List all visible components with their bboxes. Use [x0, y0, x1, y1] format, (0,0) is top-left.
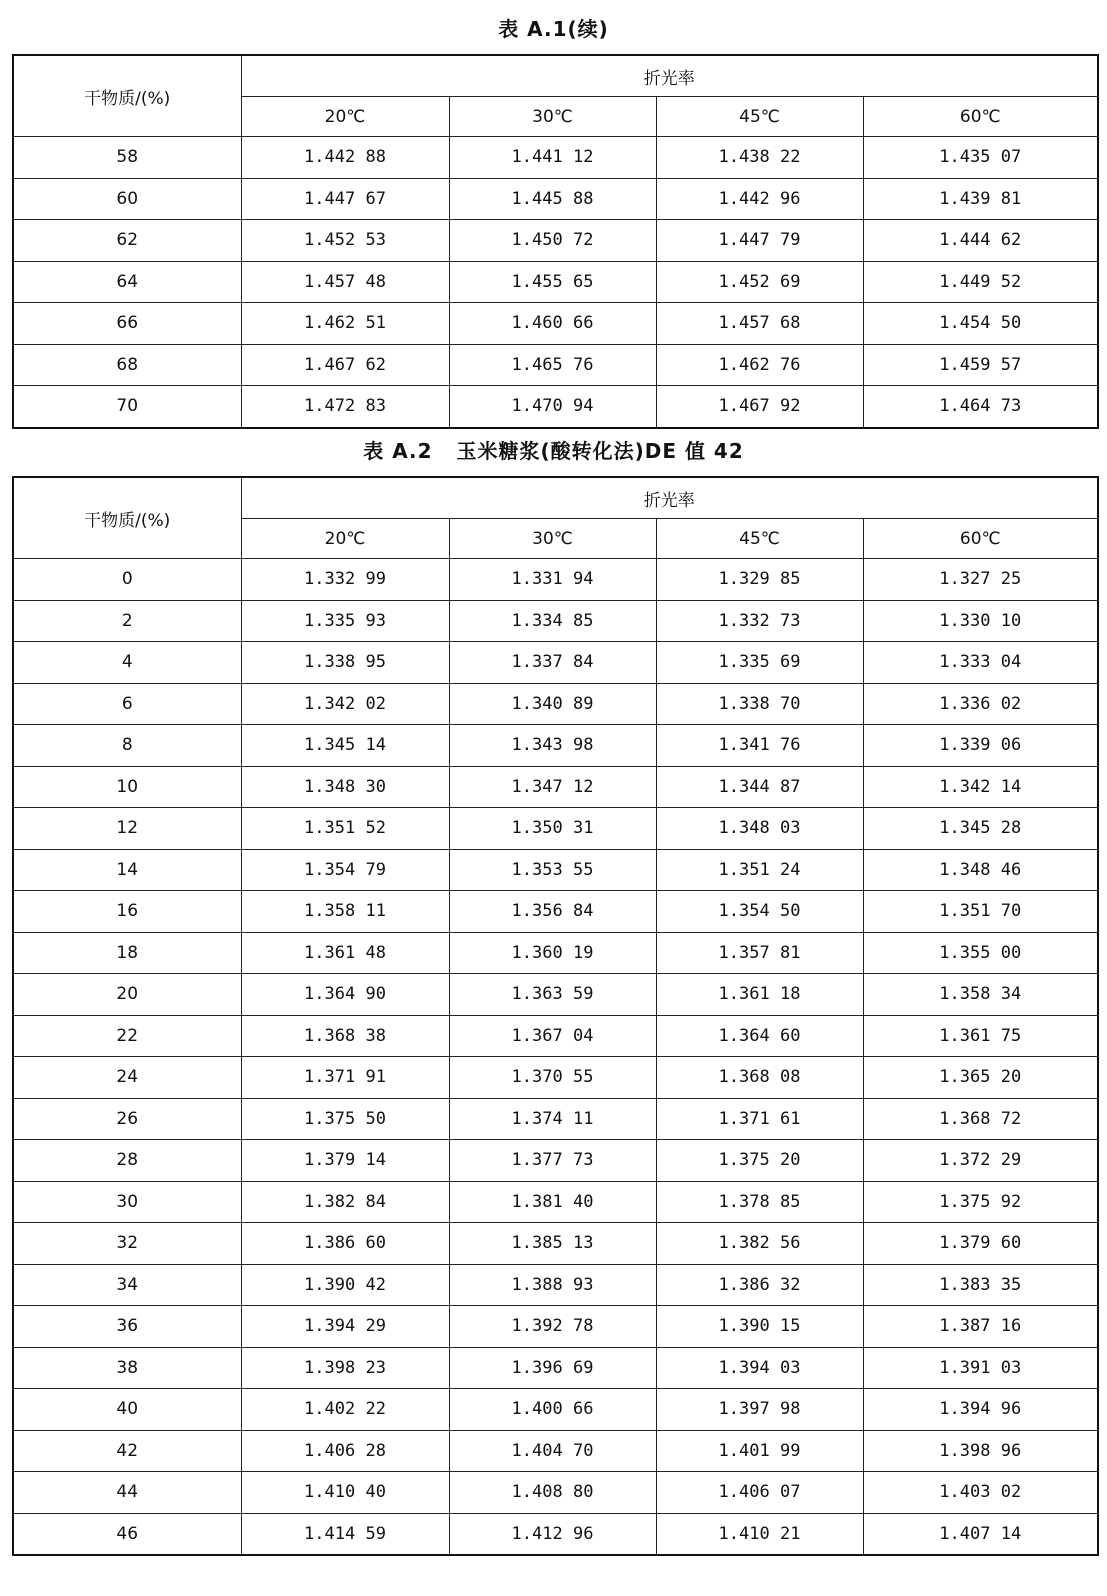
table-row — [13, 725, 1098, 767]
refractive-index-cell: 1.355 00 — [863, 932, 1098, 974]
dry-matter-cell: 66 — [13, 303, 241, 345]
refractive-index-cell: 1.353 55 — [449, 849, 656, 891]
refractive-index-cell: 1.410 21 — [656, 1513, 863, 1555]
refractive-index-cell: 1.394 96 — [863, 1389, 1098, 1431]
refractive-index-cell: 1.351 24 — [656, 849, 863, 891]
refractive-index-cell: 1.375 20 — [656, 1140, 863, 1182]
refractive-index-cell: 1.334 85 — [449, 600, 656, 642]
dry-matter-cell: 46 — [13, 1513, 241, 1555]
table-row — [13, 642, 1098, 684]
refractive-index-cell: 1.386 32 — [656, 1264, 863, 1306]
dry-matter-cell: 34 — [13, 1264, 241, 1306]
refractive-index-cell: 1.410 40 — [241, 1472, 449, 1514]
refractive-index-cell: 1.406 28 — [241, 1430, 449, 1472]
dry-matter-cell: 26 — [13, 1098, 241, 1140]
table-row — [13, 1015, 1098, 1057]
temp-header-45: 45℃ — [656, 519, 863, 559]
refractive-index-cell: 1.442 88 — [241, 137, 449, 179]
dry-matter-cell: 62 — [13, 220, 241, 262]
refractive-index-cell: 1.381 40 — [449, 1181, 656, 1223]
refractive-index-cell: 1.414 59 — [241, 1513, 449, 1555]
refractive-index-cell: 1.341 76 — [656, 725, 863, 767]
refractive-index-cell: 1.439 81 — [863, 178, 1098, 220]
refractive-index-cell: 1.397 98 — [656, 1389, 863, 1431]
refractive-index-cell: 1.345 28 — [863, 808, 1098, 850]
refractive-index-cell: 1.375 50 — [241, 1098, 449, 1140]
refractive-index-cell: 1.472 83 — [241, 386, 449, 428]
refractive-index-cell: 1.462 76 — [656, 344, 863, 386]
refractive-index-cell: 1.370 55 — [449, 1057, 656, 1099]
refractive-index-cell: 1.364 60 — [656, 1015, 863, 1057]
refractive-index-cell: 1.332 73 — [656, 600, 863, 642]
refractive-index-cell: 1.383 35 — [863, 1264, 1098, 1306]
refractive-index-cell: 1.379 60 — [863, 1223, 1098, 1265]
refractive-index-cell: 1.392 78 — [449, 1306, 656, 1348]
table-a1-caption: 表 A.1(续) — [498, 17, 609, 41]
refractive-index-cell: 1.364 90 — [241, 974, 449, 1016]
table-row — [13, 1140, 1098, 1182]
refractive-index-cell: 1.460 66 — [449, 303, 656, 345]
dry-matter-cell: 10 — [13, 766, 241, 808]
refractive-index-cell: 1.462 51 — [241, 303, 449, 345]
refractive-index-cell: 1.387 16 — [863, 1306, 1098, 1348]
refractive-index-cell: 1.363 59 — [449, 974, 656, 1016]
table-a2-header — [13, 477, 1098, 559]
table-row — [13, 1347, 1098, 1389]
table-row — [13, 1057, 1098, 1099]
refractive-index-cell: 1.467 92 — [656, 386, 863, 428]
refractive-index-cell: 1.382 84 — [241, 1181, 449, 1223]
refractive-index-cell: 1.358 34 — [863, 974, 1098, 1016]
table-row — [13, 932, 1098, 974]
refractive-index-cell: 1.327 25 — [863, 559, 1098, 601]
refractive-index-cell: 1.351 52 — [241, 808, 449, 850]
temp-header-45: 45℃ — [656, 97, 863, 137]
table-row — [13, 1513, 1098, 1555]
refractive-index-cell: 1.403 02 — [863, 1472, 1098, 1514]
temp-header-20: 20℃ — [241, 519, 449, 559]
refractive-index-cell: 1.398 96 — [863, 1430, 1098, 1472]
refractive-index-cell: 1.350 31 — [449, 808, 656, 850]
table-row — [13, 178, 1098, 220]
table-row — [13, 1223, 1098, 1265]
refractive-index-cell: 1.450 72 — [449, 220, 656, 262]
refractive-index-cell: 1.348 46 — [863, 849, 1098, 891]
refractive-index-cell: 1.340 89 — [449, 683, 656, 725]
table-row — [13, 559, 1098, 601]
refractive-index-cell: 1.438 22 — [656, 137, 863, 179]
refractive-index-cell: 1.400 66 — [449, 1389, 656, 1431]
row-label-header: 干物质/(%) — [13, 55, 241, 137]
table-a1-body — [13, 137, 1098, 428]
refractive-index-cell: 1.371 61 — [656, 1098, 863, 1140]
dry-matter-cell: 30 — [13, 1181, 241, 1223]
refractive-index-cell: 1.345 14 — [241, 725, 449, 767]
refractive-index-cell: 1.336 02 — [863, 683, 1098, 725]
refractive-index-cell: 1.452 53 — [241, 220, 449, 262]
refractive-index-cell: 1.452 69 — [656, 261, 863, 303]
refractive-index-cell: 1.406 07 — [656, 1472, 863, 1514]
table-row — [13, 303, 1098, 345]
dry-matter-cell: 8 — [13, 725, 241, 767]
table-a2 — [12, 476, 1099, 1556]
refractive-index-cell: 1.347 12 — [449, 766, 656, 808]
refractive-index-cell: 1.335 69 — [656, 642, 863, 684]
refractive-index-cell: 1.402 22 — [241, 1389, 449, 1431]
refractive-index-cell: 1.408 80 — [449, 1472, 656, 1514]
refractive-index-cell: 1.348 30 — [241, 766, 449, 808]
refractive-index-cell: 1.404 70 — [449, 1430, 656, 1472]
refractive-index-cell: 1.412 96 — [449, 1513, 656, 1555]
refractive-index-cell: 1.379 14 — [241, 1140, 449, 1182]
row-label-header: 干物质/(%) — [13, 477, 241, 559]
refractive-index-cell: 1.368 08 — [656, 1057, 863, 1099]
table-a1 — [12, 54, 1099, 429]
dry-matter-cell: 36 — [13, 1306, 241, 1348]
refractive-index-cell: 1.361 48 — [241, 932, 449, 974]
dry-matter-cell: 14 — [13, 849, 241, 891]
dry-matter-cell: 0 — [13, 559, 241, 601]
dry-matter-cell: 32 — [13, 1223, 241, 1265]
refractive-index-cell: 1.398 23 — [241, 1347, 449, 1389]
table-a2-caption: 表 A.2 玉米糖浆(酸转化法)DE 值 42 — [363, 439, 744, 463]
refractive-index-cell: 1.441 12 — [449, 137, 656, 179]
dry-matter-cell: 12 — [13, 808, 241, 850]
table-row — [13, 1430, 1098, 1472]
refractive-index-cell: 1.464 73 — [863, 386, 1098, 428]
refractive-index-cell: 1.457 68 — [656, 303, 863, 345]
refractive-index-cell: 1.339 06 — [863, 725, 1098, 767]
refractive-index-cell: 1.361 18 — [656, 974, 863, 1016]
refractive-index-cell: 1.332 99 — [241, 559, 449, 601]
refractive-index-cell: 1.342 02 — [241, 683, 449, 725]
table-row — [13, 1181, 1098, 1223]
table-row — [13, 808, 1098, 850]
refractive-index-cell: 1.444 62 — [863, 220, 1098, 262]
refractive-index-cell: 1.354 79 — [241, 849, 449, 891]
refractive-index-header: 折光率 — [241, 55, 1098, 97]
refractive-index-cell: 1.447 67 — [241, 178, 449, 220]
refractive-index-cell: 1.331 94 — [449, 559, 656, 601]
table-row — [13, 386, 1098, 428]
refractive-index-cell: 1.351 70 — [863, 891, 1098, 933]
refractive-index-cell: 1.470 94 — [449, 386, 656, 428]
refractive-index-cell: 1.335 93 — [241, 600, 449, 642]
refractive-index-cell: 1.385 13 — [449, 1223, 656, 1265]
refractive-index-cell: 1.368 38 — [241, 1015, 449, 1057]
refractive-index-cell: 1.358 11 — [241, 891, 449, 933]
refractive-index-cell: 1.338 95 — [241, 642, 449, 684]
refractive-index-cell: 1.375 92 — [863, 1181, 1098, 1223]
temp-header-60: 60℃ — [863, 97, 1098, 137]
refractive-index-cell: 1.390 42 — [241, 1264, 449, 1306]
dry-matter-cell: 58 — [13, 137, 241, 179]
dry-matter-cell: 16 — [13, 891, 241, 933]
table-row — [13, 1389, 1098, 1431]
table-row — [13, 600, 1098, 642]
dry-matter-cell: 18 — [13, 932, 241, 974]
table-row — [13, 1472, 1098, 1514]
dry-matter-cell: 70 — [13, 386, 241, 428]
refractive-index-cell: 1.342 14 — [863, 766, 1098, 808]
refractive-index-cell: 1.401 99 — [656, 1430, 863, 1472]
table-row — [13, 766, 1098, 808]
table-row — [13, 891, 1098, 933]
temp-header-20: 20℃ — [241, 97, 449, 137]
table-row — [13, 261, 1098, 303]
temp-header-60: 60℃ — [863, 519, 1098, 559]
refractive-index-cell: 1.396 69 — [449, 1347, 656, 1389]
refractive-index-cell: 1.374 11 — [449, 1098, 656, 1140]
table-row — [13, 1306, 1098, 1348]
dry-matter-cell: 68 — [13, 344, 241, 386]
dry-matter-cell: 40 — [13, 1389, 241, 1431]
refractive-index-cell: 1.459 57 — [863, 344, 1098, 386]
refractive-index-cell: 1.435 07 — [863, 137, 1098, 179]
refractive-index-cell: 1.333 04 — [863, 642, 1098, 684]
refractive-index-cell: 1.357 81 — [656, 932, 863, 974]
refractive-index-cell: 1.371 91 — [241, 1057, 449, 1099]
table-row — [13, 1098, 1098, 1140]
refractive-index-cell: 1.356 84 — [449, 891, 656, 933]
temp-header-30: 30℃ — [449, 519, 656, 559]
refractive-index-cell: 1.329 85 — [656, 559, 863, 601]
dry-matter-cell: 4 — [13, 642, 241, 684]
refractive-index-cell: 1.378 85 — [656, 1181, 863, 1223]
refractive-index-cell: 1.337 84 — [449, 642, 656, 684]
dry-matter-cell: 38 — [13, 1347, 241, 1389]
table-row — [13, 1264, 1098, 1306]
refractive-index-cell: 1.465 76 — [449, 344, 656, 386]
refractive-index-cell: 1.367 04 — [449, 1015, 656, 1057]
table-a2-body — [13, 559, 1098, 1556]
dry-matter-cell: 60 — [13, 178, 241, 220]
dry-matter-cell: 20 — [13, 974, 241, 1016]
dry-matter-cell: 28 — [13, 1140, 241, 1182]
refractive-index-cell: 1.394 03 — [656, 1347, 863, 1389]
refractive-index-cell: 1.449 52 — [863, 261, 1098, 303]
refractive-index-cell: 1.372 29 — [863, 1140, 1098, 1182]
refractive-index-cell: 1.368 72 — [863, 1098, 1098, 1140]
refractive-index-cell: 1.457 48 — [241, 261, 449, 303]
refractive-index-cell: 1.445 88 — [449, 178, 656, 220]
refractive-index-cell: 1.390 15 — [656, 1306, 863, 1348]
refractive-index-cell: 1.330 10 — [863, 600, 1098, 642]
table-row — [13, 683, 1098, 725]
refractive-index-cell: 1.365 20 — [863, 1057, 1098, 1099]
refractive-index-cell: 1.394 29 — [241, 1306, 449, 1348]
refractive-index-cell: 1.354 50 — [656, 891, 863, 933]
dry-matter-cell: 6 — [13, 683, 241, 725]
table-row — [13, 137, 1098, 179]
refractive-index-cell: 1.343 98 — [449, 725, 656, 767]
temp-header-30: 30℃ — [449, 97, 656, 137]
refractive-index-cell: 1.388 93 — [449, 1264, 656, 1306]
refractive-index-cell: 1.386 60 — [241, 1223, 449, 1265]
refractive-index-cell: 1.348 03 — [656, 808, 863, 850]
refractive-index-cell: 1.382 56 — [656, 1223, 863, 1265]
refractive-index-cell: 1.442 96 — [656, 178, 863, 220]
table-row — [13, 974, 1098, 1016]
table-row — [13, 849, 1098, 891]
refractive-index-cell: 1.455 65 — [449, 261, 656, 303]
dry-matter-cell: 42 — [13, 1430, 241, 1472]
refractive-index-cell: 1.338 70 — [656, 683, 863, 725]
refractive-index-cell: 1.407 14 — [863, 1513, 1098, 1555]
refractive-index-cell: 1.361 75 — [863, 1015, 1098, 1057]
refractive-index-cell: 1.454 50 — [863, 303, 1098, 345]
refractive-index-header: 折光率 — [241, 477, 1098, 519]
refractive-index-cell: 1.447 79 — [656, 220, 863, 262]
refractive-index-cell: 1.467 62 — [241, 344, 449, 386]
refractive-index-cell: 1.344 87 — [656, 766, 863, 808]
table-row — [13, 220, 1098, 262]
dry-matter-cell: 44 — [13, 1472, 241, 1514]
table-row — [13, 344, 1098, 386]
dry-matter-cell: 22 — [13, 1015, 241, 1057]
dry-matter-cell: 24 — [13, 1057, 241, 1099]
table-a1-header — [13, 55, 1098, 137]
dry-matter-cell: 2 — [13, 600, 241, 642]
refractive-index-cell: 1.377 73 — [449, 1140, 656, 1182]
refractive-index-cell: 1.360 19 — [449, 932, 656, 974]
dry-matter-cell: 64 — [13, 261, 241, 303]
refractive-index-cell: 1.391 03 — [863, 1347, 1098, 1389]
